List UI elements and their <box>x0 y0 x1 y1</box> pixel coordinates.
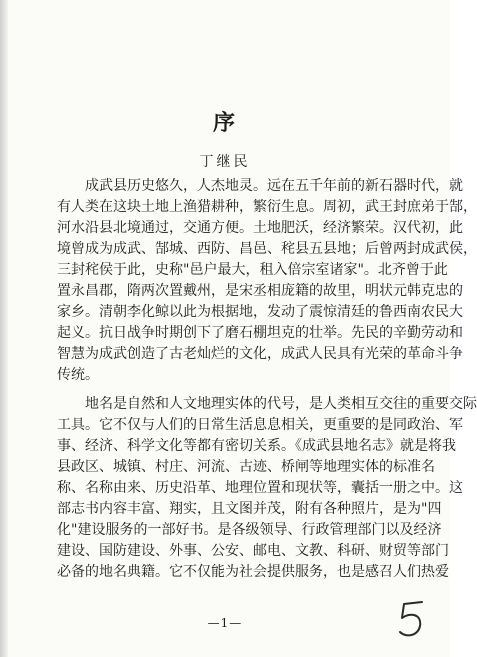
text-line: 县政区、城镇、村庄、河流、古迹、桥闸等地理实体的标准名 <box>57 459 435 475</box>
text-line: 传统。 <box>57 367 99 383</box>
paragraph-history <box>57 176 477 386</box>
text-line: 成武县历史悠久，人杰地灵。远在五千年前的新石器时代，就 <box>57 178 463 194</box>
handwritten-page-mark <box>388 596 436 644</box>
author-name: 丁继民 <box>199 154 251 170</box>
text-line: 事、经济、科学文化等都有密切关系。《成武县地名志》就是将我 <box>57 438 456 454</box>
page-number: —1— <box>207 616 243 630</box>
text-line: 必备的地名典籍。它不仅能为社会提供服务，也是感召人们热爱 <box>57 564 449 580</box>
text-line: 地名是自然和人文地理实体的代号，是人类相互交往的重要交际 <box>57 396 477 412</box>
text-line: 境曾成为成武、郜城、西防、昌邑、秺县五县地；后曾两封成武侯， <box>57 241 477 257</box>
text-line: 智慧为成武创造了古老灿烂的文化，成武人民具有光荣的革命斗争 <box>57 346 463 362</box>
text-line: 有人类在这块土地上渔猎耕种，繁衍生息。周初，武王封庶弟于郜， <box>57 199 477 215</box>
text-line: 化"建设服务的一部好书。是各级领导、行政管理部门以及经济 <box>57 522 442 538</box>
text-line: 三封秺侯于此，史称"邑户最大，租入倍宗室诸家"。北齐曾于此 <box>57 262 448 278</box>
text-line: 称、名称由来、历史沿革、地理位置和现状等，囊括一册之中。这 <box>57 480 463 496</box>
scan-shadow-edge <box>0 0 8 657</box>
text-line: 工具。它不仅与人们的日常生活息息相关，更重要的是同政治、军 <box>57 417 463 433</box>
paragraph-place-names <box>57 394 477 583</box>
text-line: 建设、国防建设、外事、公安、邮电、文教、科研、财贸等部门 <box>57 543 449 559</box>
text-line: 部志书内容丰富、翔实，且文图并茂，附有各种照片，是为"四 <box>57 501 442 517</box>
body-text <box>57 176 477 583</box>
text-line: 河水沿县北境通过，交通方便。土地肥沃，经济繁荣。汉代初，此 <box>57 220 463 236</box>
preface-heading: 序 <box>212 110 237 136</box>
paragraph-gap <box>57 386 431 394</box>
text-line: 家乡。清朝李化鲸以此为根据地，发动了震惊清廷的鲁西南农民大 <box>57 304 463 320</box>
text-line: 置永昌郡，隋两次置戴州，是宋丞相庞籍的故里，明状元韩克忠的 <box>57 283 463 299</box>
text-line: 起义。抗日战争时期创下了磨石棚坦克的壮举。先民的辛勤劳动和 <box>57 325 463 341</box>
